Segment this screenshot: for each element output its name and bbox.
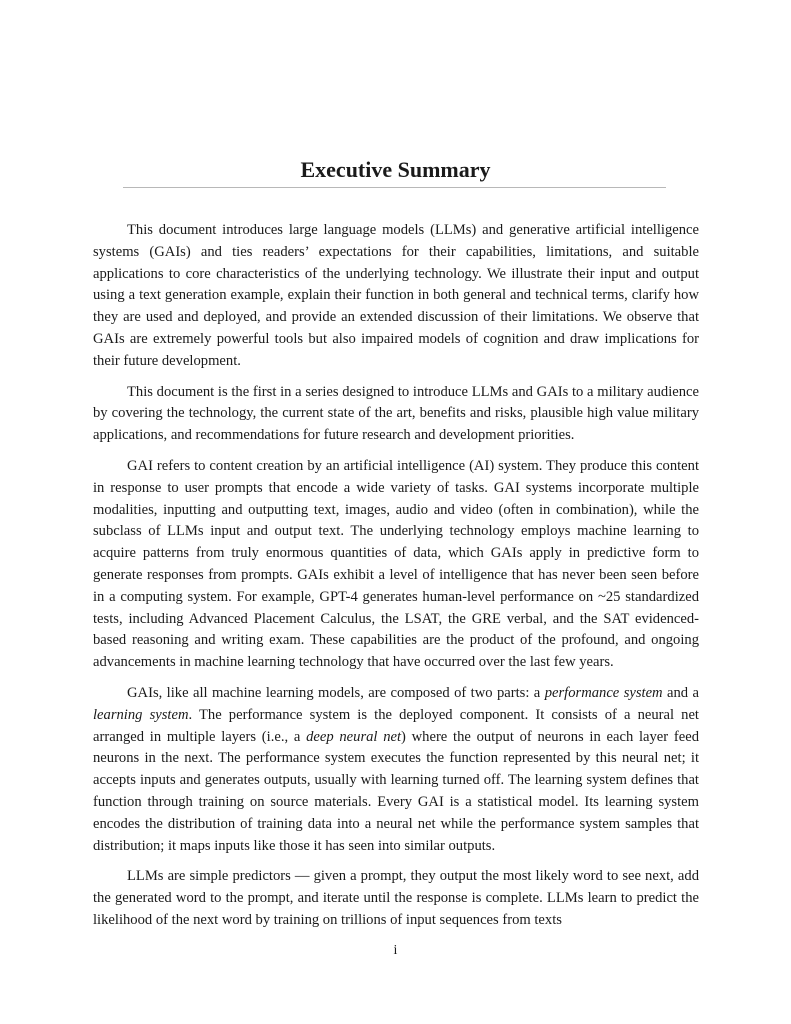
paragraph-text: GAIs, like all machine learning models, are composed of two parts: a: [127, 684, 545, 701]
paragraph-text: and a: [662, 684, 699, 701]
body-text: [93, 220, 699, 941]
emphasized-term: deep neural net: [306, 728, 402, 745]
paragraph: [93, 456, 699, 674]
page-title: Executive Summary: [300, 157, 491, 182]
paragraph-text: This document introduces large language models (LLMs) and generative artificial intelligence systems (GAIs) and ties readers’ expectations for their capabilities, limitations, and suitable applications to core characteristics of the underlying technology. We illustrate their input and output using a text generation example, explain their function in both general and technical terms, clarify how they are used and deployed, and provide an extended discussion of their limitations. We observe that GAIs are extremely powerful tools but also impaired models of cognition and draw implications for their future development.: [93, 222, 699, 369]
paragraph: [93, 866, 699, 931]
title-divider: [123, 187, 666, 188]
paragraph-text: GAI refers to content creation by an artificial intelligence (AI) system. They produce this content in response to user prompts that encode a wide variety of tasks. GAI systems incorporate multiple modalities, inputting and outputting text, images, audio and video (often in combination), while the subclass of LLMs input and output text. The underlying technology employs machine learning to acquire patterns from truly enormous quantities of data, which GAIs apply in predictive form to generate responses from prompts. GAIs exhibit a level of intelligence that has never been seen before in a computing system. For example, GPT-4 generates human-level performance on ~25 standardized tests, including Advanced Placement Calculus, the LSAT, the GRE verbal, and the SAT evidenced-based reasoning and writing exam. These capabilities are the product of the profound, and ongoing advancements in machine learning technology that have occurred over the last few years.: [93, 457, 699, 671]
paragraph: [93, 382, 699, 447]
paragraph-text: . The performance system is the deployed component. It consists of a neural net arranged in multiple layers (i.e., a: [93, 706, 699, 745]
page-number: i: [393, 943, 398, 958]
emphasized-term: performance system: [544, 684, 663, 701]
emphasized-term: learning system: [93, 706, 189, 723]
paragraph-text: LLMs are simple predictors — given a prompt, they output the most likely word to see next, add the generated word to the prompt, and iterate until the response is complete. LLMs learn to predict the likelihood of the next word by training on trillions of input sequences from texts: [93, 868, 699, 928]
paragraph-text: ) where the output of neurons in each layer feed neurons in the next. The performance system executes the function represented by this neural net; it accepts inputs and generates outputs, usually with learning turned off. The learning system defines that function through training on source materials. Every GAI is a statistical model. Its learning system encodes the distribution of training data into a neural net while the performance system samples that distribution; it maps inputs like those it has seen into similar outputs.: [93, 728, 699, 854]
paragraph-text: This document is the first in a series designed to introduce LLMs and GAIs to a military audience by covering the technology, the current state of the art, benefits and risks, plausible high value military applications, and recommendations for future research and development priorities.: [93, 383, 699, 444]
paragraph: [93, 220, 699, 373]
paragraph: [93, 683, 699, 857]
